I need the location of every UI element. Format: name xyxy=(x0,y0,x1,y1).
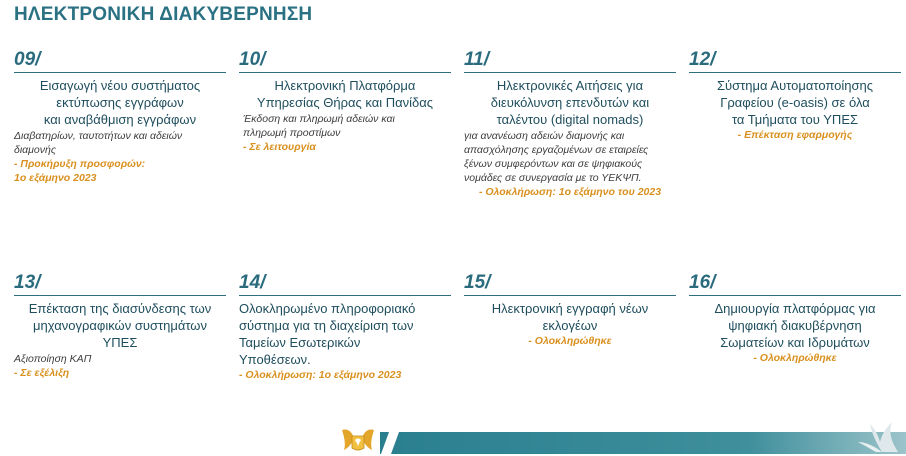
card-title-line: Εισαγωγή νέου συστήματος xyxy=(39,78,201,93)
card-title-line: ψηφιακή διακυβέρνηση xyxy=(728,318,862,333)
card-divider xyxy=(689,295,901,296)
card-number: 09/ xyxy=(14,49,41,70)
card-description-line: για ανανέωση αδειών διαμονής και xyxy=(464,130,625,142)
card-number: 15/ xyxy=(464,272,491,293)
card-title-line: σύστημα για τη διαχείριση των xyxy=(239,318,414,333)
card-title xyxy=(14,300,226,351)
card-description-line: απασχόλησης εργαζομένων σε εταιρείες xyxy=(464,144,649,156)
card-title-line: Ηλεκτρονική Πλατφόρμα xyxy=(274,78,416,93)
card-description xyxy=(14,129,226,157)
card-status-line: - Επέκταση εφαρμογής xyxy=(737,129,853,141)
card-title-line: Υπηρεσίας Θήρας και Πανίδας xyxy=(256,95,434,110)
card-title-line: τα Τμήματα του ΥΠΕΣ xyxy=(731,112,859,127)
card-description xyxy=(464,129,676,185)
card-status xyxy=(239,140,451,154)
cyprus-emblem-icon xyxy=(338,426,378,454)
card-number: 13/ xyxy=(14,272,41,293)
card-title-line: Σωματείων και Ιδρυμάτων xyxy=(720,335,870,350)
card-title xyxy=(464,300,676,334)
card-title xyxy=(14,77,226,128)
card-09 xyxy=(14,49,226,185)
card-title-line: Δημιουργία πλατφόρμας για xyxy=(714,301,876,316)
card-description-line: διαμονής xyxy=(14,144,56,156)
card-title-line: διευκόλυνση επενδυτών και xyxy=(490,95,650,110)
card-status xyxy=(239,368,451,382)
card-divider xyxy=(239,72,451,73)
card-title-line: Ολοκληρωμένο πληροφοριακό xyxy=(239,301,416,316)
card-title-line: ταλέντου (digital nomads) xyxy=(496,112,644,127)
card-title-line: Ταμείων Εσωτερικών xyxy=(239,335,361,350)
card-divider xyxy=(239,295,451,296)
card-number: 16/ xyxy=(689,272,716,293)
card-description xyxy=(14,352,226,366)
card-status xyxy=(14,366,226,380)
card-title-line: Γραφείου (e-oasis) σε όλα xyxy=(720,95,870,110)
card-description-line: πληρωμή προστίμων xyxy=(243,127,341,139)
card-status-line: - Ολοκλήρωση: 1ο εξάμηνο 2023 xyxy=(239,369,402,381)
card-status xyxy=(14,157,226,185)
card-description-line: ξένων συμφερόντων και σε ψηφιακούς xyxy=(464,158,643,170)
card-status-line: - Σε λειτουργία xyxy=(243,141,316,153)
card-description xyxy=(239,112,451,140)
card-title-line: εκτύπωσης εγγράφων xyxy=(56,95,184,110)
card-description-line: Διαβατηρίων, ταυτοτήτων και αδειών xyxy=(14,130,183,142)
card-title xyxy=(689,300,901,351)
card-11 xyxy=(464,49,676,199)
card-divider xyxy=(14,295,226,296)
card-16 xyxy=(689,272,901,365)
card-number: 10/ xyxy=(239,49,266,70)
card-number: 14/ xyxy=(239,272,266,293)
footer-band xyxy=(380,432,906,454)
card-13 xyxy=(14,272,226,380)
page-title: ΗΛΕΚΤΡΟΝΙΚΗ ΔΙΑΚΥΒΕΡΝΗΣΗ xyxy=(14,4,313,25)
card-title-line: ΥΠΕΣ xyxy=(102,335,138,350)
card-description-line: νομάδες σε συνεργασία με το ΥΕΚΨΠ. xyxy=(464,172,642,184)
card-title xyxy=(239,77,451,111)
card-title xyxy=(689,77,901,128)
dove-wing-icon xyxy=(852,416,900,454)
card-10 xyxy=(239,49,451,154)
card-title-line: Ηλεκτρονική εγγραφή νέων xyxy=(491,301,649,316)
card-title-line: Επέκταση της διασύνδεσης των xyxy=(28,301,212,316)
card-15 xyxy=(464,272,676,348)
card-divider xyxy=(464,72,676,73)
card-divider xyxy=(464,295,676,296)
card-title-line: Ηλεκτρονικές Αιτήσεις για xyxy=(496,78,644,93)
card-status-line: - Σε εξέλιξη xyxy=(14,367,70,379)
card-divider xyxy=(689,72,901,73)
card-divider xyxy=(14,72,226,73)
card-number: 12/ xyxy=(689,49,716,70)
card-title-line: Υποθέσεων. xyxy=(239,352,311,367)
card-status xyxy=(464,185,676,199)
card-title-line: εκλογέων xyxy=(542,318,598,333)
card-12 xyxy=(689,49,901,142)
card-title-line: Σύστημα Αυτοματοποίησης xyxy=(716,78,874,93)
card-status-line: - Προκήρυξη προσφορών: xyxy=(14,158,146,170)
card-14 xyxy=(239,272,451,382)
card-title xyxy=(464,77,676,128)
card-description-line: Έκδοση και πληρωμή αδειών και xyxy=(243,113,395,125)
card-description-line: Αξιοποίηση ΚΑΠ xyxy=(14,353,92,365)
card-status-line: - Ολοκλήρωση: 1ο εξάμηνο του 2023 xyxy=(478,186,662,198)
card-title-line: και αναβάθμιση εγγράφων xyxy=(43,112,197,127)
card-status-line: - Ολοκληρώθηκε xyxy=(753,352,837,364)
card-status-line: - Ολοκληρώθηκε xyxy=(528,335,612,347)
card-number: 11/ xyxy=(464,49,490,70)
card-status-line: 1ο εξάμηνο 2023 xyxy=(14,172,97,184)
card-status xyxy=(689,128,901,142)
card-status xyxy=(464,334,676,348)
card-status xyxy=(689,351,901,365)
card-title-line: μηχανογραφικών συστημάτων xyxy=(33,318,207,333)
card-title xyxy=(239,300,451,368)
